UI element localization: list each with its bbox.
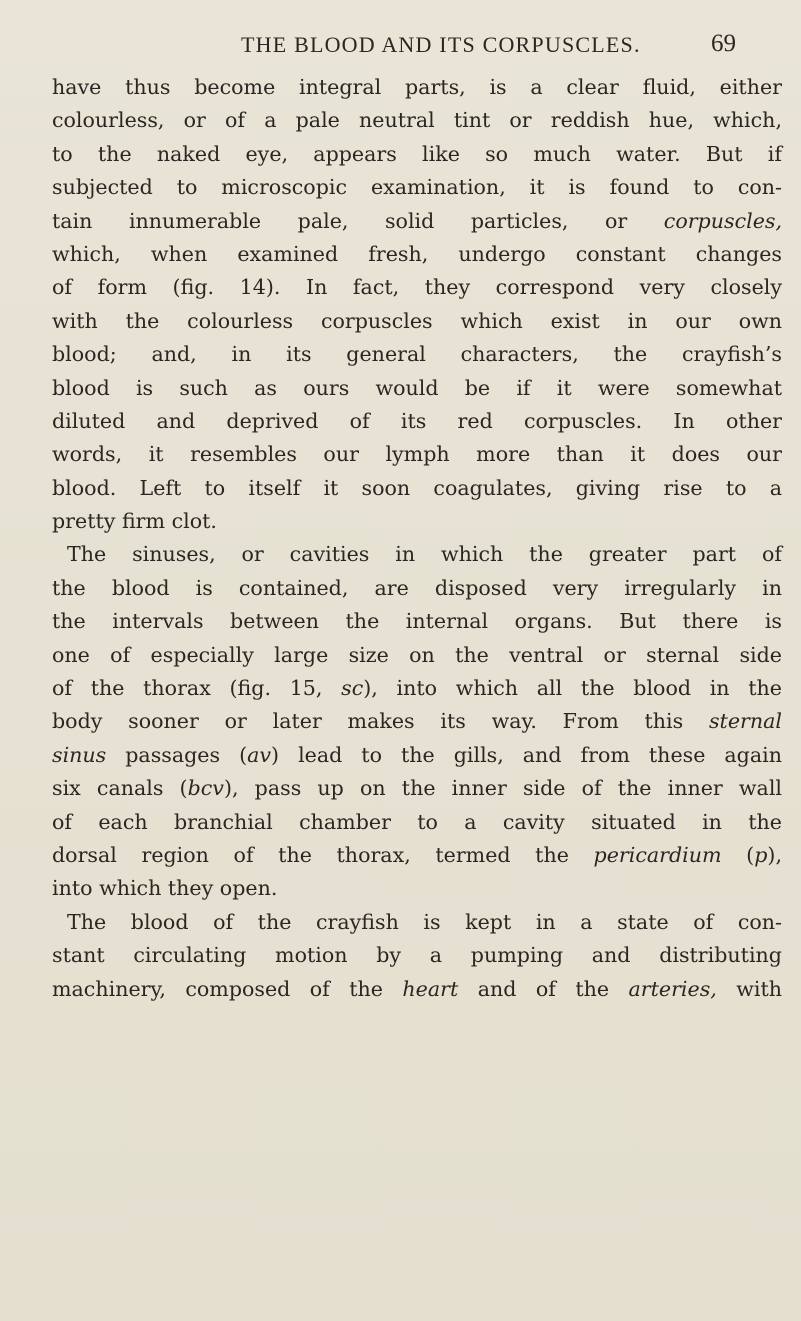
text-line: which, when examined fresh, undergo constant changes (52, 241, 782, 266)
text-line: to the naked eye, appears like so much water. But if (52, 141, 782, 166)
italic-term: pericardium (593, 842, 722, 867)
italic-term: sinus (52, 742, 107, 767)
text-line: subjected to microscopic examination, it is found to con- (52, 175, 782, 200)
text-line: sinus passages (av) lead to the gills, and from these again (52, 742, 782, 767)
text-line: blood. Left to itself it soon coagulates, giving rise to a (52, 475, 782, 500)
text-line: machinery, composed of the heart and of the arteries, with (52, 976, 783, 1001)
text-line: six canals (bcv), pass up on the inner side of the inner wall (52, 776, 782, 801)
text-line: of each branchial chamber to a cavity situated in the (52, 809, 782, 834)
running-head: THE BLOOD AND ITS CORPUSCLES. (241, 32, 641, 57)
text-line: body sooner or later makes its way. From this sternal (52, 709, 782, 734)
text-line: of form (fig. 14). In fact, they correspond very closely (52, 275, 782, 300)
text-line: diluted and deprived of its red corpuscles. In other (52, 408, 782, 433)
text-line: The blood of the crayfish is kept in a state of con- (67, 909, 782, 934)
text-line: The sinuses, or cavities in which the greater part of (67, 542, 782, 567)
text-line: stant circulating motion by a pumping and distributing (52, 943, 782, 968)
italic-term: corpuscles, (663, 208, 782, 233)
text-line: pretty firm clot. (52, 509, 217, 534)
text-line: colourless, or of a pale neutral tint or reddish hue, which, (52, 108, 782, 133)
text-line: dorsal region of the thorax, termed the pericardium (p), (52, 842, 782, 867)
italic-term: p (754, 842, 768, 867)
italic-term: av (247, 742, 272, 767)
page-number: 69 (711, 30, 736, 57)
text-line: blood; and, in its general characters, the crayfish’s (52, 342, 782, 367)
text-line: words, it resembles our lymph more than it does our (52, 442, 782, 467)
text-line: one of especially large size on the ventral or sternal side (52, 642, 782, 667)
text-line: into which they open. (52, 876, 278, 901)
italic-term: heart (402, 976, 459, 1001)
text-line: have thus become integral parts, is a clear fluid, either (52, 75, 782, 99)
text-line: the blood is contained, are disposed very irregularly in (52, 575, 782, 600)
italic-term: bcv (187, 776, 224, 801)
body-text (52, 71, 782, 1006)
italic-term: sc (341, 676, 364, 701)
italic-term: arteries, (628, 976, 717, 1001)
text-line: with the colourless corpuscles which exist in our own (52, 308, 782, 333)
text-line: the intervals between the internal organs. But there is (52, 609, 782, 634)
text-line: tain innumerable pale, solid particles, or corpuscles, (52, 208, 782, 233)
italic-term: sternal (708, 709, 782, 734)
text-line: of the thorax (fig. 15, sc), into which all the blood in the (52, 676, 782, 701)
page-header (0, 30, 801, 70)
text-line: blood is such as ours would be if it were somewhat (52, 375, 782, 400)
